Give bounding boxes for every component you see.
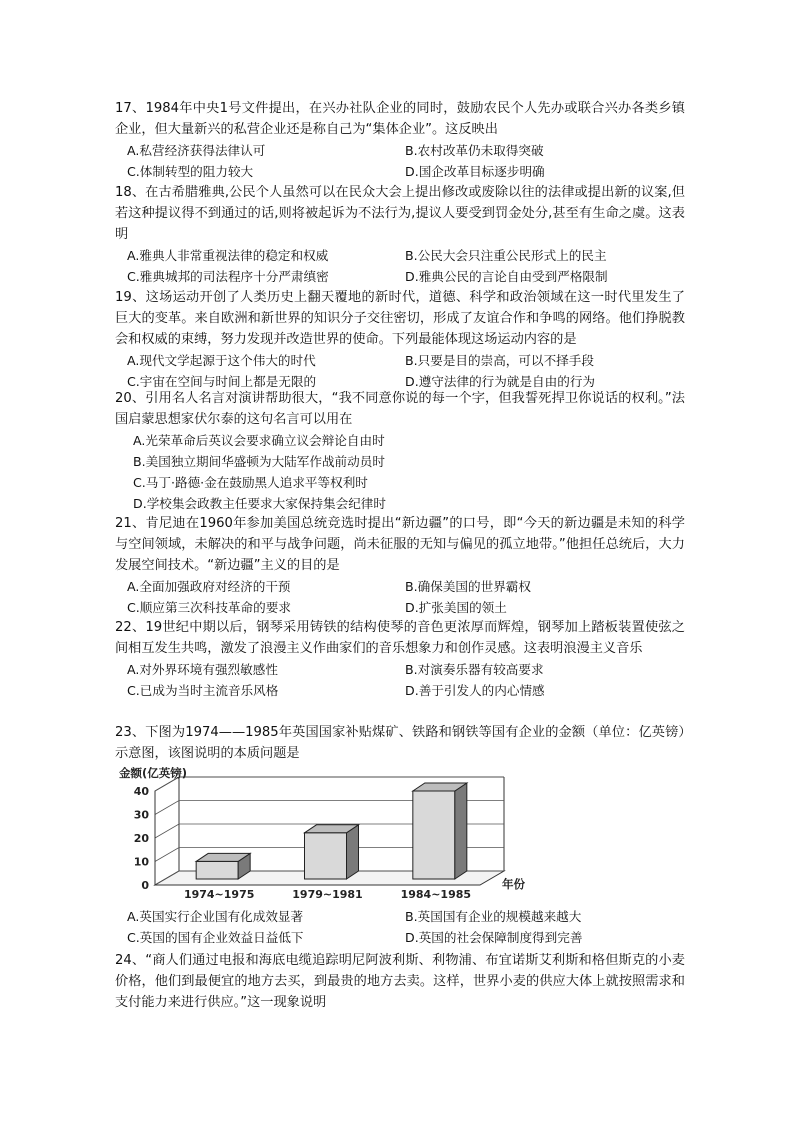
option-d: D.善于引发人的内心情感 bbox=[405, 683, 545, 698]
option-d: D.遵守法律的行为就是自由的行为 bbox=[405, 374, 596, 389]
option-c: C.已成为当时主流音乐风格 bbox=[127, 683, 279, 698]
option-d: D.扩张美国的领土 bbox=[405, 600, 507, 615]
question-22 bbox=[115, 617, 685, 701]
question-19 bbox=[115, 287, 685, 392]
bar-side bbox=[347, 825, 359, 879]
y-axis-label: 金额(亿英镑) bbox=[119, 766, 188, 780]
question-options bbox=[115, 245, 685, 287]
question-stem: 20、引用名人名言对演讲帮助很大，“我不同意你说的每一个字，但我誓死捍卫你说话的权利。”法国启蒙思想家伏尔泰的这句名言可以用在 bbox=[115, 391, 685, 427]
option-b: B.对演奏乐器有较高要求 bbox=[405, 662, 544, 677]
question-23 bbox=[115, 722, 685, 764]
y-tick-label: 10 bbox=[133, 855, 149, 869]
option-b: B.只要是目的崇高，可以不择手段 bbox=[405, 353, 594, 368]
option-d: D.学校集会政教主任要求大家保持集会纪律时 bbox=[133, 496, 386, 511]
option-d: D.雅典公民的言论自由受到严格限制 bbox=[405, 269, 608, 284]
option-b: B.公民大会只注重公民形式上的民主 bbox=[405, 248, 607, 263]
y-tick-label: 0 bbox=[141, 879, 149, 892]
question-18 bbox=[115, 182, 685, 287]
x-tick-label: 1984~1985 bbox=[400, 888, 472, 900]
option-b: B.英国国有企业的规模越来越大 bbox=[405, 909, 582, 924]
option-c: C.英国的国有企业效益日益低下 bbox=[127, 930, 304, 945]
option-a: A.私营经济获得法律认可 bbox=[127, 143, 266, 158]
option-a: A.英国实行企业国有化成效显著 bbox=[127, 909, 304, 924]
option-c: C.顺应第三次科技革命的要求 bbox=[127, 600, 291, 615]
x-axis-label: 年份 bbox=[502, 877, 525, 891]
question-stem: 17、1984年中央1号文件提出，在兴办社队企业的同时，鼓励农民个人先办或联合兴办各类乡镇企业，但大量新兴的私营企业还是称自己为“集体企业”。这反映出 bbox=[115, 101, 685, 137]
option-b: B.确保美国的世界霸权 bbox=[405, 579, 531, 594]
option-c: C.体制转型的阻力较大 bbox=[127, 164, 254, 179]
y-tick-label: 40 bbox=[133, 785, 149, 798]
question-stem: 21、肯尼迪在1960年参加美国总统竞选时提出“新边疆”的口号，即“今天的新边疆是未知的科学与空间领域，未解决的和平与战争问题，尚未征服的无知与偏见的孤立地带。”他担任总统后，大力发展空间技术。“新边疆”主义的目的是 bbox=[115, 516, 685, 573]
option-d: D.国企改革目标逐步明确 bbox=[405, 164, 545, 179]
question-options bbox=[115, 140, 685, 182]
option-a: A.光荣革命后英议会要求确立议会辩论自由时 bbox=[133, 433, 385, 448]
bar-side bbox=[455, 783, 467, 879]
question-options bbox=[115, 430, 685, 514]
question-20 bbox=[115, 388, 685, 514]
option-b: B.农村改革仍未取得突破 bbox=[405, 143, 544, 158]
question-stem: 24、“商人们通过电报和海底电缆追踪明尼阿波利斯、利物浦、布宜诺斯艾利斯和格但斯克的小麦价格，他们到最便宜的地方去买，到最贵的地方去卖。这样，世界小麦的供应大体上就按照需求和支付能力来进行供应。”这一现象说明 bbox=[115, 953, 685, 1010]
x-tick-label: 1979~1981 bbox=[292, 888, 363, 900]
bar-front bbox=[413, 791, 455, 879]
question-23-options bbox=[115, 906, 685, 948]
y-tick-label: 30 bbox=[133, 808, 149, 822]
option-c: C.雅典城邦的司法程序十分严肃缜密 bbox=[127, 269, 329, 284]
bar-chart-svg bbox=[115, 765, 535, 900]
question-stem: 22、19世纪中期以后，钢琴采用铸铁的结构使琴的音色更浓厚而辉煌，钢琴加上踏板装置使弦之间相互发生共鸣，激发了浪漫主义作曲家们的音乐想象力和创作灵感。这表明浪漫主义音乐 bbox=[115, 620, 685, 656]
subsidy-bar-chart bbox=[115, 765, 535, 900]
option-a: A.雅典人非常重视法律的稳定和权威 bbox=[127, 248, 329, 263]
option-a: A.对外界环境有强烈敏感性 bbox=[127, 662, 278, 677]
x-tick-label: 1974~1975 bbox=[183, 888, 255, 900]
question-options bbox=[115, 906, 685, 948]
option-a: A.全面加强政府对经济的干预 bbox=[127, 579, 291, 594]
question-17 bbox=[115, 98, 685, 182]
question-stem: 18、在古希腊雅典,公民个人虽然可以在民众大会上提出修改或废除以往的法律或提出新的议案,但若这种提议得不到通过的话,则将被起诉为不法行为,提议人要受到罚金处分,甚至有生命之虞。这表明 bbox=[115, 185, 685, 242]
y-tick-label: 20 bbox=[133, 832, 149, 845]
option-c: C.马丁·路德·金在鼓励黑人追求平等权利时 bbox=[133, 475, 368, 490]
question-options bbox=[115, 659, 685, 701]
question-options bbox=[115, 350, 685, 392]
option-c: C.宇宙在空间与时间上都是无限的 bbox=[127, 374, 317, 389]
option-d: D.英国的社会保障制度得到完善 bbox=[405, 930, 583, 945]
bar-front bbox=[305, 833, 347, 879]
question-options bbox=[115, 576, 685, 618]
question-21 bbox=[115, 513, 685, 618]
option-b: B.美国独立期间华盛顿为大陆军作战前动员时 bbox=[133, 454, 385, 469]
question-24 bbox=[115, 950, 685, 1013]
question-stem: 19、这场运动开创了人类历史上翻天覆地的新时代，道德、科学和政治领域在这一时代里发生了巨大的变革。来自欧洲和新世界的知识分子交往密切，形成了友谊合作和争鸣的网络。他们挣脱教会和权威的束缚，努力发现并改造世界的使命。下列最能体现这场运动内容的是 bbox=[115, 290, 685, 347]
question-stem: 23、下图为1974——1985年英国国家补贴煤矿、铁路和钢铁等国有企业的金额（单位：亿英镑）示意图，该图说明的本质问题是 bbox=[115, 725, 685, 761]
bar-front bbox=[196, 861, 238, 879]
option-a: A.现代文学起源于这个伟大的时代 bbox=[127, 353, 316, 368]
